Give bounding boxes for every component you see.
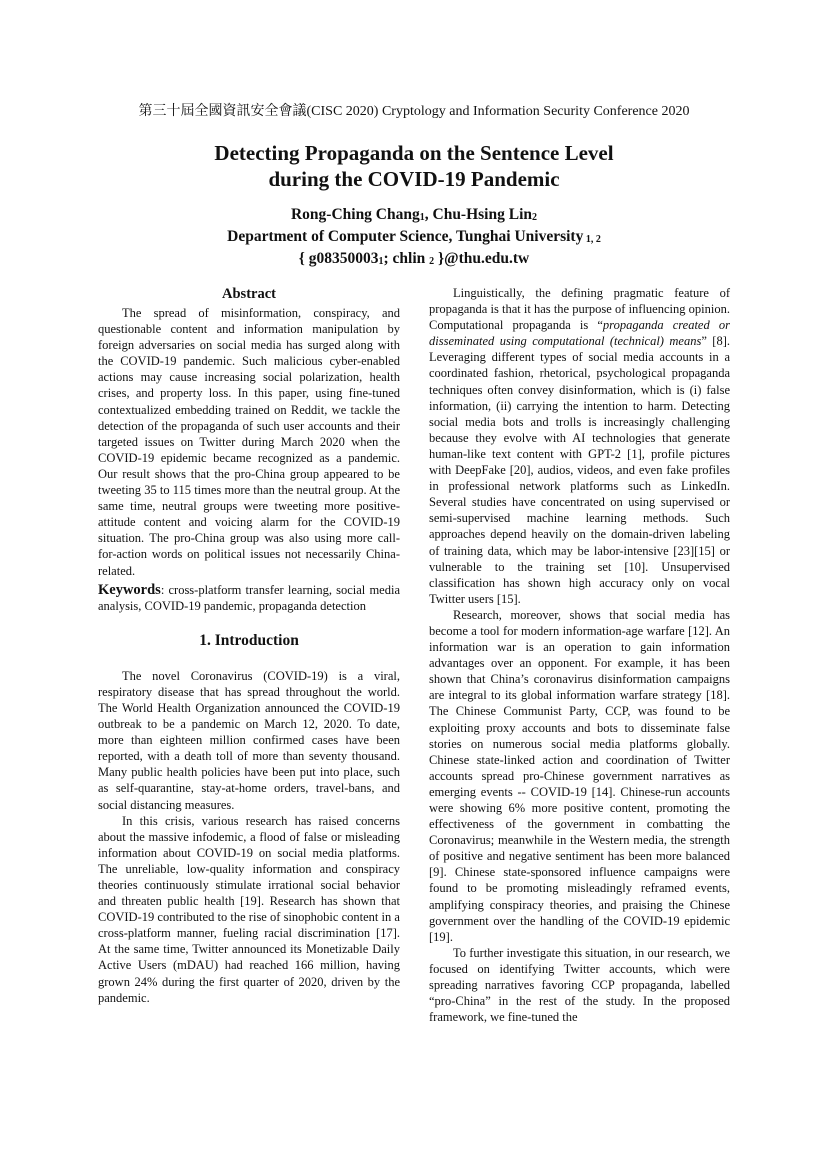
intro-paragraph-3 bbox=[429, 285, 730, 607]
p3-italic-definition: propaganda created or disseminated using computational (technical) means bbox=[429, 318, 730, 349]
author-2: Chu-Hsing Lin bbox=[432, 206, 533, 223]
keywords bbox=[98, 582, 400, 614]
affiliation-text: Department of Computer Science, Tunghai University bbox=[227, 228, 584, 245]
email-open: { g08350003 bbox=[298, 250, 379, 267]
email-index-2: 2 bbox=[429, 256, 435, 267]
intro-paragraph-2: In this crisis, various research has raised concerns about the massive infodemic, a flood of false or misleading information about COVID-19 on social media platforms. The unreliable, low-quality information and conspiracy theories continuously stimulate irrational social behavior and threaten public health [19]. Research has shown that COVID-19 contributed to the rise of sinophobic content in a cross-platform manner, fueling racial discrimination [17]. At the same time, Twitter announced its Monetizable Daily Active Users (mDAU) had reached 166 million, having grown 24% during the first quarter of 2020, driven by the pandemic. bbox=[98, 813, 400, 1005]
p3-text-rest: ” [8]. Leveraging different types of social media accounts in a coordinated fashion, rhetorical, psychological propaganda techniques often convey disinformation, which is (i) false information, (ii) carrying the intention to harm. Detecting social media bots and trolls is increasingly challenging because they evolve with AI technologies that generate human-like text content with GPT-2 [1], profile pictures with DeepFake [20], audios, videos, and even fake profiles in professional network platforms such as LinkedIn. Several studies have concentrated on using supervised or semi-supervised machine learning methods. Such approaches depend heavily on the domain-driven labeling of training data, which may be labor-intensive [23][15] or vulnerable to the training set [10]. Unsupervised classification has shown high accuracy only on vocal Twitter users [15]. bbox=[429, 334, 730, 606]
author-names bbox=[0, 205, 828, 227]
email-close: }@thu.edu.tw bbox=[434, 250, 530, 267]
author-separator: , bbox=[424, 206, 433, 223]
keywords-label: Keywords bbox=[98, 581, 161, 598]
author-2-index: 2 bbox=[532, 212, 538, 223]
right-column bbox=[429, 285, 730, 1025]
introduction-heading: 1. Introduction bbox=[199, 631, 299, 649]
keywords-text: : cross-platform transfer learning, social media analysis, COVID-19 pandemic, propaganda detection bbox=[98, 582, 400, 613]
affiliation bbox=[0, 227, 828, 249]
email-index-1: 1 bbox=[378, 256, 384, 267]
intro-paragraph-5: To further investigate this situation, in our research, we focused on identifying Twitter accounts, which were spreading narratives favoring CCP propaganda, labelled “pro-China” in the rest of the study. In the proposed framework, we fine-tuned the bbox=[429, 945, 730, 1025]
left-column bbox=[98, 285, 400, 1006]
affiliation-index: 1, 2 bbox=[583, 234, 601, 245]
conference-header: 第三十屆全國資訊安全會議(CISC 2020) Cryptology and Information Security Conference 2020 bbox=[138, 104, 690, 119]
author-1-index: 1 bbox=[419, 212, 425, 223]
email-mid: ; chlin bbox=[383, 250, 430, 267]
author-1: Rong-Ching Chang bbox=[290, 206, 420, 223]
title-line-2: during the COVID-19 Pandemic bbox=[268, 167, 560, 191]
abstract-heading: Abstract bbox=[222, 286, 276, 302]
intro-paragraph-1: The novel Coronavirus (COVID-19) is a viral, respiratory disease that has spread throughout the world. The World Health Organization announced the COVID-19 outbreak to be a pandemic on March 12, 2020. To date, more than eighteen million confirmed cases have been reported, with a death toll of more than seventy thousand. Many public health policies have been put into place, such as self-quarantine, stay-at-home orders, travel-bans, and social distancing measures. bbox=[98, 668, 400, 812]
paper-title bbox=[0, 140, 828, 192]
abstract-text: The spread of misinformation, conspiracy, and questionable content and information manipulation by foreign adversaries on social media has surged along with the COVID-19 pandemic. Such malicious cyber-enabled actions may cause increasing social polarization, health crises, and property loss. In this paper, using fine-tuned contextualized embedding trained on Reddit, we tackle the detection of the propaganda of such user accounts and their targeted issues on Twitter during March 2020 when the COVID-19 epidemic became recognized as a pandemic. Our result shows that the pro-China group appeared to be tweeting 35 to 115 times more than the neutral group. At the same time, neutral groups were tweeting more positive-attitude content and voicing alarm for the COVID-19 situation. The pro-China group was also using more call-for-action words on political issues not necessarily China-related. bbox=[98, 306, 400, 578]
intro-paragraph-4: Research, moreover, shows that social media has become a tool for modern information-age warfare [12]. An information war is an operation to gain information advantages over an opponent. For example, it has been shown that China’s coronavirus disinformation campaigns are integral to its global information warfare strategy [18]. The Chinese Communist Party, CCP, was found to be exploiting proxy accounts and bots to disseminate false stories on numerous social media platforms globally. Chinese state-linked action and coordination of Twitter accounts spread pro-Chinese government narratives as emerging events -- COVID-19 [14]. Chinese-run accounts were showing 6% more positive content, promoting the effectiveness of the government in combatting the Coronavirus; meanwhile in the Western media, the strength of positive and negative sentiment has been more balanced [9]. Chinese state-sponsored influence campaigns were found to be promoting misleadingly reframed events, amplifying conspiracy theories, and praising the Chinese government over the handling of the COVID-19 epidemic [19]. bbox=[429, 607, 730, 944]
title-line-1: Detecting Propaganda on the Sentence Level bbox=[214, 141, 614, 165]
author-block bbox=[0, 205, 828, 271]
email-line bbox=[0, 249, 828, 271]
p3-text-start: Linguistically, the defining pragmatic feature of propaganda is that it has the purpose of influencing opinion. Computational propaganda is “ bbox=[429, 286, 730, 333]
